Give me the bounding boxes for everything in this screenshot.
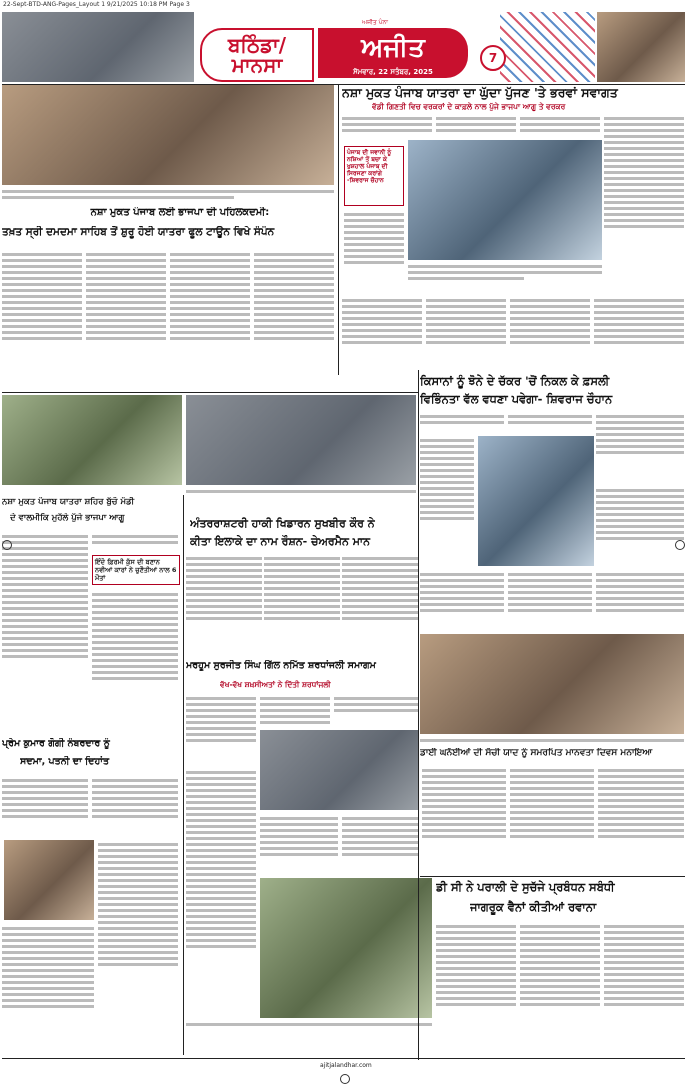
story-mandi-col-2 xyxy=(92,532,178,552)
story-damdama-col-4 xyxy=(254,250,334,390)
story-farmers-col-5 xyxy=(596,486,684,566)
masthead-badge: ਅਜੀਤ ਪੰਨਾ xyxy=(362,19,388,26)
story-farmers-col-6 xyxy=(420,570,504,630)
story-hockey-col-2 xyxy=(264,554,340,654)
story-farmers-col-8 xyxy=(596,570,684,630)
story-ghudda-lower xyxy=(342,296,422,366)
story-gill-col-3 xyxy=(334,694,418,724)
story-ghudda-body-5 xyxy=(344,210,404,292)
story-prem-col-2 xyxy=(92,776,178,836)
story-gill-col-5 xyxy=(260,814,338,874)
mandi-sub-text: ਇੰਦੋ ਫ਼ਿਰਮੀ ਕੁੱਸ ਦੀ ਬਣਾਨ ਨਵੀਆਂ ਕਾਰਾਂ ਨੇ ਚੁਣੌਤੀਆਂ ਨਾਲ 6 ਮੌਤਾਂ xyxy=(95,558,177,582)
headline-mandi-1: ਨਸ਼ਾ ਮੁਕਤ ਪੰਜਾਬ ਯਾਤਰਾ ਸ਼ਹਿਰ ਬੁੱਚੋ ਮੰਡੀ xyxy=(2,497,135,507)
story-ghudda-lower-4 xyxy=(594,296,684,366)
story-farmers-col-3 xyxy=(596,412,684,482)
divider-top xyxy=(2,84,685,85)
story-gill-col-4 xyxy=(186,768,256,1058)
story-ghudda-body-4 xyxy=(604,114,684,294)
photo-farmer-event xyxy=(478,436,594,566)
headline-damdama-sahib: ਤਖ਼ਤ ਸ੍ਰੀ ਦਮਦਮਾ ਸਾਹਿਬ ਤੋਂ ਸ਼ੁਰੂ ਹੋਈ ਯਾਤਰਾ ਫੂਲ ਟਾਊਨ ਵਿਖੇ ਸੰਪੰਨ xyxy=(2,226,275,238)
headline-prem-1: ਪ੍ਰੇਮ ਕੁਮਾਰ ਗੋਗੀ ਨੰਬਰਦਾਰ ਨੂੰ xyxy=(2,738,110,749)
page-slug: 22-Sept-BTD-ANG-Pages_Layout 1 9/21/2025 10:18 PM Page 3 xyxy=(3,1,190,8)
photo-caption-students xyxy=(420,736,684,744)
registration-mark-right xyxy=(675,540,685,550)
story-manavta-col-3 xyxy=(598,766,684,876)
photo-yatra-stage xyxy=(2,85,334,185)
masthead-date: ਸੋਮਵਾਰ, 22 ਸਤੰਬਰ, 2025 xyxy=(353,68,433,76)
masthead-photo-right xyxy=(597,12,685,82)
headline-farmers-2: ਵਿਭਿੰਨਤਾ ਵੱਲ ਵਧਣਾ ਪਵੇਗਾ- ਸ਼ਿਵਰਾਜ ਚੌਹਾਨ xyxy=(420,392,613,406)
headline-hockey-1: ਅੰਤਰਰਾਸ਼ਟਰੀ ਹਾਕੀ ਖਿਡਾਰਨ ਸੁਖਬੀਰ ਕੌਰ ਨੇ xyxy=(190,517,375,530)
photo-caption-ghudda xyxy=(408,262,602,292)
registration-mark-left xyxy=(2,540,12,550)
photo-portrait xyxy=(4,840,94,920)
story-dc-col-1 xyxy=(436,922,516,1054)
masthead-photo-left xyxy=(2,12,194,82)
photo-caption-dc-vans xyxy=(186,1020,432,1028)
quote-text: ਪੰਜਾਬ ਦੀ ਜਵਾਨੀ ਨੂੰ ਨਸ਼ਿਆਂ ਤੋਂ ਬਚਾ ਕੇ ਖੁਸ਼ਹਾਲ ਪੰਜਾਬ ਦੀ ਸਿਰਜਣਾ ਕਰਾਂਗੇ -ਸ਼ਿਵਰਾਜ ਚੌਹਾਨ xyxy=(347,149,392,184)
story-farmers-col-2 xyxy=(508,412,592,434)
headline-mandi-2: ਦੇ ਵਾਲਮੀਕਿ ਮੁਹੱਲੇ ਪੁੱਜੇ ਭਾਜਪਾ ਆਗੂ xyxy=(10,513,125,523)
photo-dc-vans xyxy=(260,878,432,1018)
story-ghudda-lower-2 xyxy=(426,296,506,366)
story-hockey-col-1 xyxy=(186,554,262,654)
story-prem-col-3 xyxy=(98,840,178,1040)
photo-students xyxy=(420,634,684,734)
page-number: 7 xyxy=(480,45,506,71)
photo-ghudda-crowd xyxy=(408,140,602,260)
headline-nasha-mukat-ghudda: ਨਸ਼ਾ ਮੁਕਤ ਪੰਜਾਬ ਯਾਤਰਾ ਦਾ ਘੁੱਦਾ ਪੁੱਜਣ 'ਤੇ ਭਰਵਾਂ ਸਵਾਗਤ xyxy=(342,85,618,100)
masthead-pattern xyxy=(500,12,595,82)
photo-gill-gathering xyxy=(260,730,418,810)
edition-line-1: ਬਠਿੰਡਾ/ xyxy=(227,33,287,57)
divider-footer xyxy=(2,1058,685,1059)
headline-dc-2: ਜਾਗਰੂਕ ਵੈਨਾਂ ਕੀਤੀਆਂ ਰਵਾਨਾ xyxy=(470,900,597,914)
subhead-nasha-mukat-ghudda: ਵੱਡੀ ਗਿਣਤੀ ਵਿਚ ਵਰਕਰਾਂ ਦੇ ਕਾਫ਼ਲੇ ਨਾਲ ਪੁੱਜੇ ਭਾਜਪਾ ਆਗੂ ਤੇ ਵਰਕਰ xyxy=(372,102,566,111)
story-damdama-col-2 xyxy=(86,250,166,390)
headline-manavta-divas: ਡਾਈ ਘਨੱਈਆਂ ਦੀ ਸੋਚੀ ਯਾਦ ਨੂੰ ਸਮਰਪਿਤ ਮਾਨਵਤਾ ਦਿਵਸ ਮਨਾਇਆ xyxy=(420,748,653,758)
photo-group-rally xyxy=(186,395,416,485)
mandi-sub-box xyxy=(92,555,180,585)
divider-col-main xyxy=(338,85,339,375)
photo-caption-rally xyxy=(186,487,416,495)
headline-dc-1: ਡੀ ਸੀ ਨੇ ਪਰਾਲੀ ਦੇ ਸੁਚੱਜੇ ਪ੍ਰਬੰਧਨ ਸਬੰਧੀ xyxy=(436,880,615,894)
story-ghudda-lower-3 xyxy=(510,296,590,366)
story-farmers-col-1 xyxy=(420,412,504,434)
story-prem-col-4 xyxy=(2,924,94,1054)
story-dc-col-3 xyxy=(604,922,684,1054)
story-mandi-col-3 xyxy=(92,590,178,730)
divider-dc xyxy=(420,876,685,877)
story-prem-col-1 xyxy=(2,776,88,836)
story-dc-col-2 xyxy=(520,922,600,1054)
kicker-bjp-initiative: ਨਸ਼ਾ ਮੁਕਤ ਪੰਜਾਬ ਲਈ ਭਾਜਪਾ ਦੀ ਪਹਿਲਕਦਮੀ: xyxy=(90,207,270,218)
newspaper-logo: ਅਜੀਤ xyxy=(318,28,468,78)
photo-caption-yatra xyxy=(2,187,334,201)
edition-line-2: ਮਾਨਸਾ xyxy=(231,53,283,77)
story-manavta-col-1 xyxy=(422,766,506,876)
photo-mandi-visit xyxy=(2,395,182,485)
divider-right-col xyxy=(418,370,419,1060)
story-gill-col-1 xyxy=(186,694,256,764)
headline-hockey-2: ਕੀਤਾ ਇਲਾਕੇ ਦਾ ਨਾਮ ਰੌਸ਼ਨ- ਚੇਅਰਮੈਨ ਮਾਨ xyxy=(190,535,370,548)
story-farmers-col-4 xyxy=(420,436,474,566)
story-ghudda-body-2 xyxy=(436,114,516,139)
footer-web: ajitjalandhar.com xyxy=(320,1062,372,1069)
story-gill-col-2 xyxy=(260,694,330,734)
divider-left-col xyxy=(183,495,184,1055)
story-ghudda-body-1 xyxy=(342,114,432,139)
quote-box xyxy=(344,146,404,206)
story-manavta-col-2 xyxy=(510,766,594,876)
subhead-gill: ਵੱਖ-ਵੱਖ ਸ਼ਖ਼ਸੀਅਤਾਂ ਨੇ ਦਿੱਤੀ ਸ਼ਰਧਾਂਜਲੀ xyxy=(220,680,331,689)
story-damdama-col-1 xyxy=(2,250,82,390)
headline-gill: ਮਰਹੂਮ ਸੁਰਜੀਤ ਸਿੰਘ ਗਿੱਲ ਨਮਿੱਤ ਸ਼ਰਧਾਂਜਲੀ ਸਮਾਗਮ xyxy=(186,660,376,671)
story-damdama-col-3 xyxy=(170,250,250,390)
divider-mid xyxy=(2,392,418,393)
story-gill-col-6 xyxy=(342,814,418,874)
headline-prem-2: ਸਦਮਾ, ਪਤਨੀ ਦਾ ਦਿਹਾਂਤ xyxy=(20,756,110,767)
story-mandi-col-1 xyxy=(2,532,88,732)
registration-mark-bottom xyxy=(340,1074,350,1084)
headline-farmers-1: ਕਿਸਾਨਾਂ ਨੂੰ ਝੋਨੇ ਦੇ ਚੱਕਰ 'ਚੋਂ ਨਿਕਲ ਕੇ ਫ਼ਸਲੀ xyxy=(420,374,610,388)
masthead-edition xyxy=(200,28,314,82)
story-hockey-col-3 xyxy=(342,554,418,654)
story-ghudda-body-3 xyxy=(520,114,600,139)
story-farmers-col-7 xyxy=(508,570,592,630)
